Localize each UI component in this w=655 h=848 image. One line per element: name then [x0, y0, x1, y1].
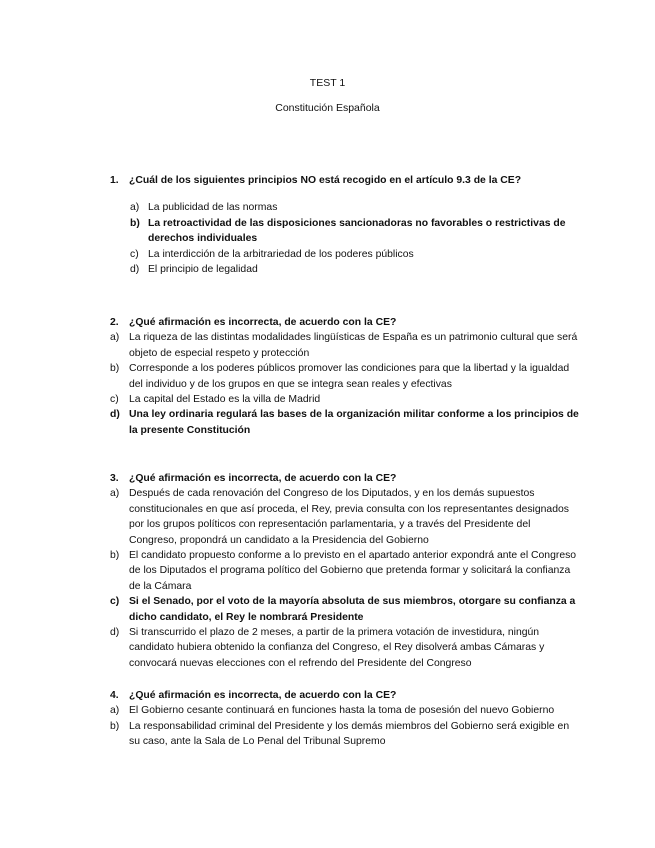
option-text: La publicidad de las normas — [148, 202, 278, 214]
question-1 — [110, 173, 580, 277]
option-text: La interdicción de la arbitrariedad de los poderes públicos — [148, 248, 414, 260]
option-1c — [110, 247, 580, 262]
question-4-text: 4. ¿Qué afirmación es incorrecta, de acuerdo con la CE? — [110, 688, 580, 703]
option-3a — [110, 486, 580, 548]
option-label: b) — [130, 217, 140, 229]
option-text: Después de cada renovación del Congreso de los Diputados, y en los demás supuestos constitucionales en que así proceda, el Rey, previa consulta con los representantes designados por los grupos políticos con representación parlamentaria, y a través del Presidente del Congreso, propondrá un candidato a la Presidencia del Gobierno — [129, 488, 569, 546]
option-4a — [110, 703, 580, 718]
option-text: El principio de legalidad — [148, 264, 258, 276]
option-text: El candidato propuesto conforme a lo previsto en el apartado anterior expondrá ante el Congreso de los Diputados el programa político del Gobierno que pretenda formar y solicitará la confianza de la Cámara — [129, 550, 577, 592]
option-label: d) — [130, 264, 140, 276]
option-3b — [110, 548, 580, 594]
option-label: c) — [130, 248, 139, 260]
option-2a — [110, 330, 580, 361]
option-label: a) — [110, 332, 120, 344]
question-number: 2. — [110, 317, 119, 328]
question-2-text: 2. ¿Qué afirmación es incorrecta, de acuerdo con la CE? — [110, 315, 580, 330]
option-label: a) — [110, 705, 120, 717]
option-label: a) — [110, 488, 120, 500]
question-3 — [110, 471, 580, 671]
option-label: c) — [110, 394, 119, 406]
question-number: 4. — [110, 690, 119, 701]
option-label: b) — [110, 550, 120, 562]
question-number: 3. — [110, 473, 119, 484]
option-label: c) — [110, 596, 120, 608]
subject-title: Constitución Española — [275, 102, 380, 114]
option-3c — [110, 594, 580, 625]
option-label: d) — [110, 409, 120, 421]
option-text: La retroactividad de las disposiciones sancionadoras no favorables o restrictivas de derechos individuales — [148, 217, 566, 245]
option-text: Corresponde a los poderes públicos promover las condiciones para que la libertad y la igualdad del individuo y de los grupos en que se integra sean reales y efectivas — [129, 363, 570, 390]
option-text: La capital del Estado es la villa de Madrid — [129, 394, 321, 406]
question-4 — [110, 688, 580, 750]
option-text: La riqueza de las distintas modalidades lingüísticas de España es un patrimonio cultural que será objeto de especial respeto y protección — [129, 332, 578, 359]
option-label: d) — [110, 627, 120, 639]
option-text: Una ley ordinaria regulará las bases de la organización militar conforme a los principios de la presente Constitución — [129, 409, 579, 436]
option-label: a) — [130, 202, 140, 214]
option-2d — [110, 407, 580, 438]
option-3d — [110, 625, 580, 671]
option-4b — [110, 719, 580, 750]
test-title: TEST 1 — [309, 77, 346, 89]
option-1a — [110, 200, 580, 215]
option-label: b) — [110, 720, 120, 732]
option-2c — [110, 392, 580, 407]
option-1d — [110, 262, 580, 277]
option-text: Si transcurrido el plazo de 2 meses, a partir de la primera votación de investidura, ningún candidato hubiera obtenido la confianza del Congreso, el Rey disolverá ambas Cámaras y convocará nuevas elecciones con el refrendo del Presidente del Congreso — [129, 627, 545, 669]
option-text: La responsabilidad criminal del Presidente y los demás miembros del Gobierno será exigible en su caso, ante la Sala de Lo Penal del Tribunal Supremo — [129, 720, 570, 748]
question-1-text: 1. ¿Cuál de los siguientes principios NO está recogido en el artículo 9.3 de la CE? — [110, 173, 580, 188]
option-text: Si el Senado, por el voto de la mayoría absoluta de sus miembros, otorgare su confianza a dicho candidato, el Rey le nombrará Presidente — [129, 596, 576, 623]
option-label: b) — [110, 363, 120, 375]
question-number: 1. — [110, 175, 119, 186]
question-3-text: 3. ¿Qué afirmación es incorrecta, de acuerdo con la CE? — [110, 471, 580, 486]
question-2 — [110, 315, 580, 438]
option-text: El Gobierno cesante continuará en funciones hasta la toma de posesión del nuevo Gobierno — [129, 705, 555, 717]
option-1b — [110, 216, 580, 247]
option-2b — [110, 361, 580, 392]
